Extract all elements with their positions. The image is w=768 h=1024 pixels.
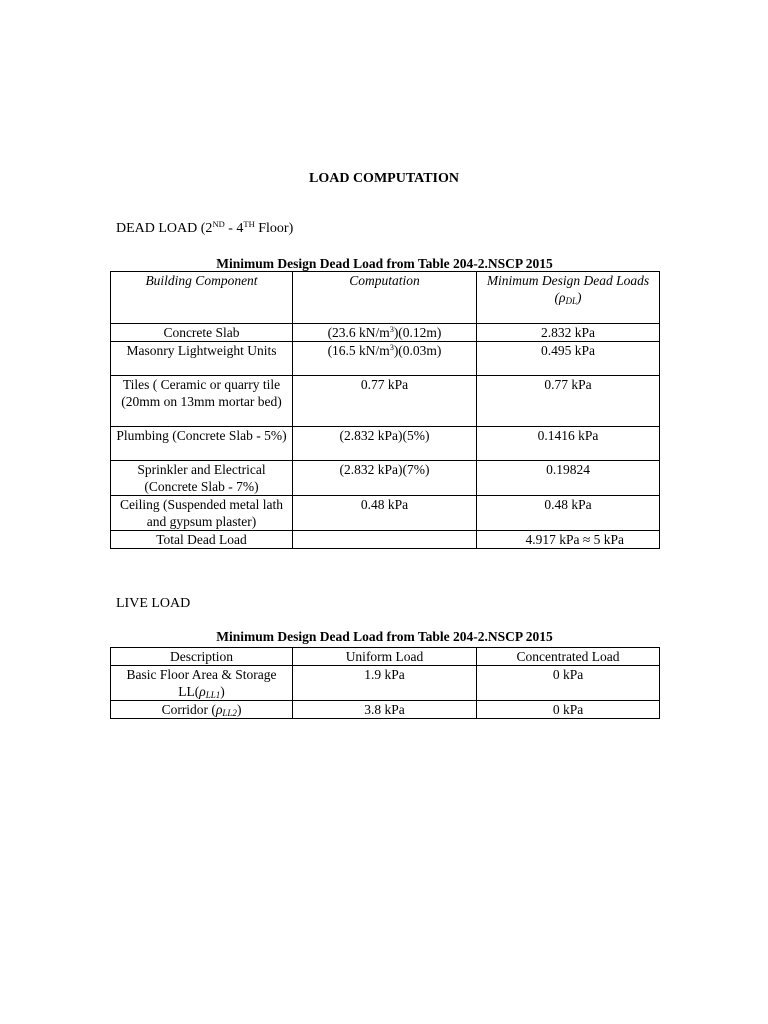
row-computation-superscript: 3	[389, 325, 394, 334]
page-title: LOAD COMPUTATION	[309, 171, 459, 186]
live-load-heading: LIVE LOAD	[116, 596, 191, 611]
row-description	[111, 701, 293, 719]
header-minimum-design-dead-loads	[477, 272, 660, 324]
row-component: Ceiling (Suspended metal lath and gypsum plaster)	[111, 496, 293, 531]
row-minimum: 0.1416 kPa	[477, 427, 660, 461]
live-load-table-caption: Minimum Design Dead Load from Table 204-2.NSCP 2015	[216, 629, 553, 644]
row-computation: 0.77 kPa	[293, 376, 477, 427]
dead-load-heading-sup-th: TH	[243, 219, 255, 229]
row-computation-part-b: )(0.03m)	[393, 343, 442, 358]
row-computation: (2.832 kPa)(7%)	[293, 461, 477, 496]
row-component: Sprinkler and Electrical (Concrete Slab - 7%)	[111, 461, 293, 496]
dead-load-table	[110, 271, 660, 549]
header-minimum-symbol: ρ	[559, 290, 566, 305]
row-computation: (2.832 kPa)(5%)	[293, 427, 477, 461]
dead-load-table-caption: Minimum Design Dead Load from Table 204-2.NSCP 2015	[216, 256, 553, 271]
row-description-text: Corridor (	[161, 702, 216, 717]
row-component: Plumbing (Concrete Slab - 5%)	[111, 427, 293, 461]
table-row	[111, 427, 660, 461]
header-minimum-symbol-sub: DL	[565, 296, 577, 306]
row-description-symbol: ρ	[199, 684, 206, 699]
header-minimum-symbol-open: (	[554, 290, 559, 305]
header-minimum-label: Minimum Design Dead Loads	[486, 273, 650, 288]
row-computation-part-a: (16.5 kN/m	[327, 343, 390, 358]
live-load-table	[110, 647, 660, 719]
row-component: Masonry Lightweight Units	[111, 342, 293, 376]
row-description-symbol-sub: LL1	[205, 690, 221, 700]
dead-load-heading-suffix: Floor)	[254, 221, 294, 236]
table-header-row	[111, 272, 660, 324]
table-row	[111, 461, 660, 496]
table-header-row	[111, 648, 660, 666]
row-description-close: )	[236, 702, 242, 717]
table-row	[111, 376, 660, 427]
row-description-symbol: ρ	[215, 702, 223, 717]
row-component: Concrete Slab	[111, 324, 293, 342]
table-row	[111, 666, 660, 701]
row-concentrated-load: 0 kPa	[477, 666, 660, 701]
row-minimum: 0.48 kPa	[477, 496, 660, 531]
table-row	[111, 342, 660, 376]
row-description-symbol-sub: LL2	[222, 708, 237, 718]
header-building-component: Building Component	[111, 272, 293, 324]
row-computation	[293, 342, 477, 376]
row-description-close: )	[220, 684, 225, 699]
row-minimum: 0.77 kPa	[477, 376, 660, 427]
header-computation: Computation	[293, 272, 477, 324]
dead-load-heading-sup-nd: ND	[212, 219, 225, 229]
row-computation	[293, 324, 477, 342]
header-uniform-load: Uniform Load	[293, 648, 477, 666]
dead-load-heading-prefix: DEAD LOAD (2	[116, 221, 213, 236]
row-uniform-load: 3.8 kPa	[293, 701, 477, 719]
dead-load-heading	[116, 221, 293, 237]
row-computation-superscript: 3	[389, 343, 394, 352]
total-label: Total Dead Load	[111, 531, 293, 549]
row-computation: 0.48 kPa	[293, 496, 477, 531]
table-row	[111, 701, 660, 719]
row-minimum: 2.832 kPa	[477, 324, 660, 342]
total-value: 4.917 kPa ≈ 5 kPa	[477, 531, 660, 549]
header-minimum-symbol-close: )	[577, 290, 582, 305]
row-computation-part-a: (23.6 kN/m	[327, 325, 390, 340]
header-description: Description	[111, 648, 293, 666]
row-computation-part-b: )(0.12m)	[393, 325, 442, 340]
dead-load-heading-mid: - 4	[224, 221, 244, 236]
row-component: Tiles ( Ceramic or quarry tile (20mm on 13mm mortar bed)	[111, 376, 293, 427]
row-concentrated-load: 0 kPa	[477, 701, 660, 719]
row-description	[111, 666, 293, 701]
header-concentrated-load: Concentrated Load	[477, 648, 660, 666]
row-uniform-load: 1.9 kPa	[293, 666, 477, 701]
row-minimum: 0.495 kPa	[477, 342, 660, 376]
total-row	[111, 531, 660, 549]
table-row	[111, 496, 660, 531]
row-minimum: 0.19824	[477, 461, 660, 496]
row-description-text: Basic Floor Area & Storage LL(	[126, 667, 277, 699]
total-computation	[293, 531, 477, 549]
table-row	[111, 324, 660, 342]
